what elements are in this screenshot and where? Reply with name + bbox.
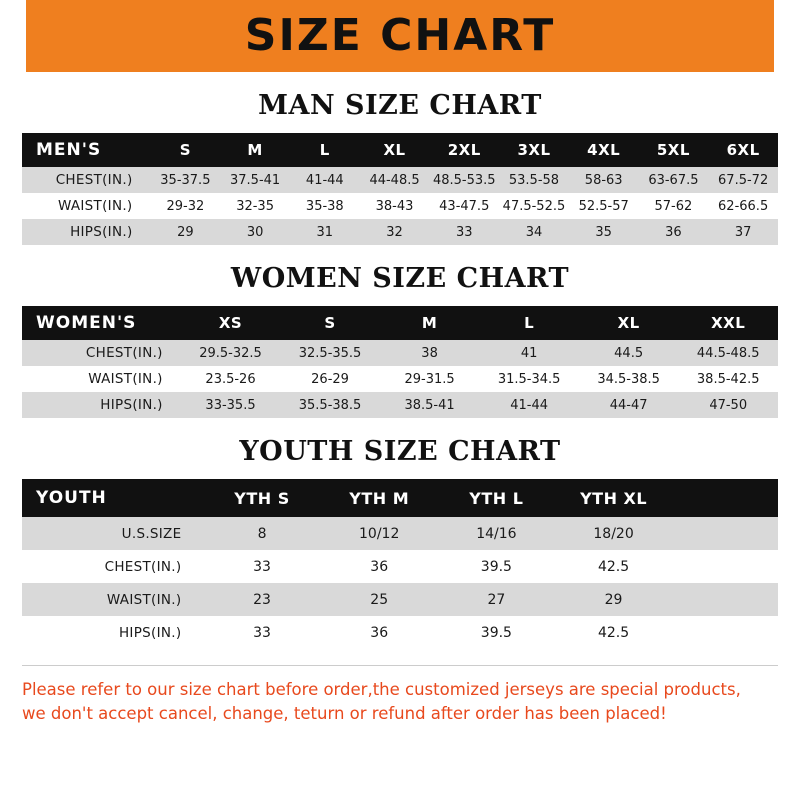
youth-col-l: YTH L [438,479,555,517]
men-waist-3xl: 47.5-52.5 [499,193,569,219]
footer-line-1: Please refer to our size chart before order,the customized jerseys are special products, [22,680,741,699]
footer-line-2: we don't accept cancel, change, teturn or refund after order has been placed! [22,703,667,723]
section-title-men: MAN SIZE CHART [258,90,542,121]
youth-row-chest-label: CHEST(IN.) [22,550,203,583]
women-chest-m: 38 [380,340,480,366]
youth-hips-l: 39.5 [438,616,555,649]
youth-ussize-l: 14/16 [438,517,555,550]
men-waist-s: 29-32 [151,193,221,219]
youth-waist-s: 23 [203,583,320,616]
women-waist-s: 26-29 [280,366,380,392]
men-col-4xl: 4XL [569,133,639,167]
footer-disclaimer [22,665,778,726]
men-hips-l: 31 [290,219,360,245]
women-chest-xl: 44.5 [579,340,679,366]
youth-row-hips-label: HIPS(IN.) [22,616,203,649]
men-waist-4xl: 52.5-57 [569,193,639,219]
women-chest-s: 32.5-35.5 [280,340,380,366]
youth-chest-spacer [672,550,778,583]
men-waist-m: 32-35 [220,193,290,219]
table-row [22,616,778,649]
women-hips-s: 35.5-38.5 [280,392,380,418]
men-row-waist-label: WAIST(IN.) [22,193,151,219]
men-hips-5xl: 36 [639,219,709,245]
youth-ussize-s: 8 [203,517,320,550]
men-col-2xl: 2XL [429,133,499,167]
men-col-l: L [290,133,360,167]
men-size-table [22,133,778,245]
men-waist-l: 35-38 [290,193,360,219]
youth-chest-m: 36 [321,550,438,583]
page-title: SIZE CHART [244,10,556,61]
youth-waist-xl: 29 [555,583,672,616]
men-col-s: S [151,133,221,167]
men-waist-xl: 38-43 [360,193,430,219]
women-col-xxl: XXL [678,306,778,340]
women-chest-xxl: 44.5-48.5 [678,340,778,366]
table-header-row [22,133,778,167]
youth-size-table [22,479,778,649]
men-chest-5xl: 63-67.5 [639,167,709,193]
men-chest-l: 41-44 [290,167,360,193]
men-row-chest-label: CHEST(IN.) [22,167,151,193]
youth-hips-s: 33 [203,616,320,649]
women-waist-xl: 34.5-38.5 [579,366,679,392]
youth-hips-m: 36 [321,616,438,649]
table-row [22,583,778,616]
men-chest-s: 35-37.5 [151,167,221,193]
men-chest-m: 37.5-41 [220,167,290,193]
men-col-m: M [220,133,290,167]
youth-row-waist-label: WAIST(IN.) [22,583,203,616]
women-waist-m: 29-31.5 [380,366,480,392]
youth-row-ussize-label: U.S.SIZE [22,517,203,550]
table-row [22,340,778,366]
women-chest-xs: 29.5-32.5 [181,340,281,366]
table-row [22,167,778,193]
men-col-xl: XL [360,133,430,167]
women-hips-m: 38.5-41 [380,392,480,418]
youth-chest-l: 39.5 [438,550,555,583]
table-row [22,550,778,583]
men-col-5xl: 5XL [639,133,709,167]
youth-hips-spacer [672,616,778,649]
men-col-6xl: 6XL [708,133,778,167]
men-col-3xl: 3XL [499,133,569,167]
women-size-table [22,306,778,418]
youth-waist-m: 25 [321,583,438,616]
youth-ussize-m: 10/12 [321,517,438,550]
section-youth [0,436,800,649]
women-row-hips-label: HIPS(IN.) [22,392,181,418]
section-title-youth: YOUTH SIZE CHART [239,436,561,467]
women-waist-xs: 23.5-26 [181,366,281,392]
header-banner [0,0,800,72]
youth-waist-l: 27 [438,583,555,616]
women-hips-xl: 44-47 [579,392,679,418]
men-chest-xl: 44-48.5 [360,167,430,193]
youth-waist-spacer [672,583,778,616]
women-row-waist-label: WAIST(IN.) [22,366,181,392]
youth-ussize-xl: 18/20 [555,517,672,550]
women-col-xl: XL [579,306,679,340]
women-hips-xs: 33-35.5 [181,392,281,418]
youth-col-s: YTH S [203,479,320,517]
table-row [22,517,778,550]
women-col-m: M [380,306,480,340]
women-chest-l: 41 [479,340,579,366]
men-hips-2xl: 33 [429,219,499,245]
women-col-s: S [280,306,380,340]
women-row-label-header: WOMEN'S [22,306,181,340]
men-hips-xl: 32 [360,219,430,245]
table-row [22,366,778,392]
youth-col-spacer [672,479,778,517]
youth-row-label-header: YOUTH [22,479,203,517]
section-men [0,90,800,245]
women-waist-l: 31.5-34.5 [479,366,579,392]
men-hips-3xl: 34 [499,219,569,245]
women-row-chest-label: CHEST(IN.) [22,340,181,366]
men-chest-3xl: 53.5-58 [499,167,569,193]
section-women [0,263,800,418]
men-hips-6xl: 37 [708,219,778,245]
men-chest-4xl: 58-63 [569,167,639,193]
men-hips-s: 29 [151,219,221,245]
women-hips-xxl: 47-50 [678,392,778,418]
youth-col-m: YTH M [321,479,438,517]
youth-chest-s: 33 [203,550,320,583]
table-row [22,193,778,219]
youth-hips-xl: 42.5 [555,616,672,649]
men-waist-2xl: 43-47.5 [429,193,499,219]
table-header-row [22,479,778,517]
men-waist-6xl: 62-66.5 [708,193,778,219]
banner-left-gap [0,0,26,72]
youth-ussize-spacer [672,517,778,550]
table-header-row [22,306,778,340]
men-row-hips-label: HIPS(IN.) [22,219,151,245]
men-chest-2xl: 48.5-53.5 [429,167,499,193]
men-row-label-header: MEN'S [22,133,151,167]
table-row [22,392,778,418]
women-col-l: L [479,306,579,340]
women-col-xs: XS [181,306,281,340]
men-hips-m: 30 [220,219,290,245]
men-hips-4xl: 35 [569,219,639,245]
men-chest-6xl: 67.5-72 [708,167,778,193]
youth-col-xl: YTH XL [555,479,672,517]
women-waist-xxl: 38.5-42.5 [678,366,778,392]
table-row [22,219,778,245]
women-hips-l: 41-44 [479,392,579,418]
youth-chest-xl: 42.5 [555,550,672,583]
banner-right-gap [774,0,800,72]
section-title-women: WOMEN SIZE CHART [230,263,570,294]
men-waist-5xl: 57-62 [639,193,709,219]
